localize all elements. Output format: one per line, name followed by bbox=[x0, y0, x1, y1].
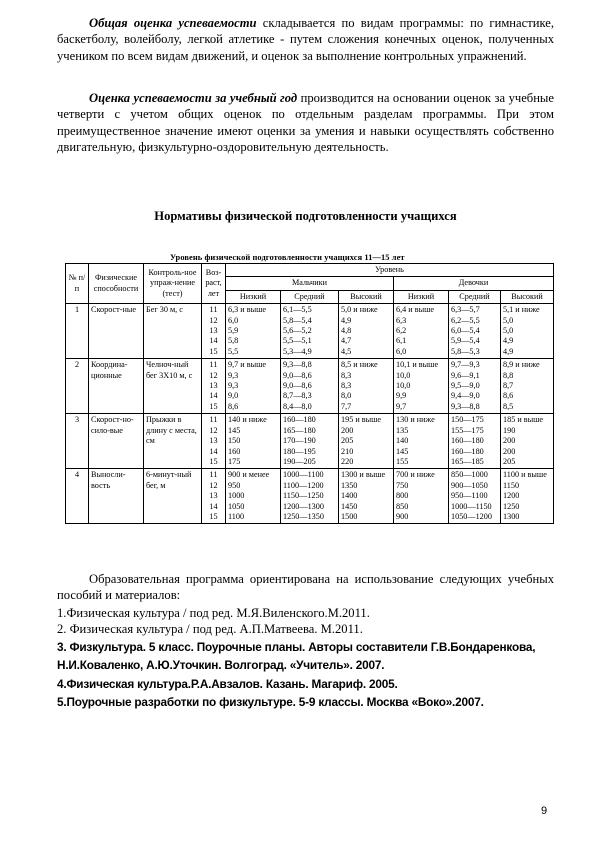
program-intro: Образовательная программа ориентирована на использование следующих учебных пособий и материалов: bbox=[57, 572, 554, 603]
cell-age bbox=[202, 469, 226, 524]
cell-value: 6,0—5,4 bbox=[451, 326, 480, 336]
cell-value: 1200—1300 bbox=[283, 501, 324, 511]
program-item-5: 5.Поурочные разработки по физкультуре. 5-9 классы. Москва «Воко».2007. bbox=[57, 695, 484, 710]
header-boys-high: Высокий bbox=[339, 290, 394, 303]
cell-value: 10,0 bbox=[396, 381, 411, 391]
cell-value: 5,8 bbox=[228, 336, 239, 346]
cell-value: 12 bbox=[209, 370, 218, 380]
cell-value: 5,8—5,4 bbox=[283, 315, 312, 325]
header-boys-medium: Средний bbox=[281, 290, 339, 303]
cell-value: 9,3 bbox=[228, 381, 239, 391]
cell-boys-high bbox=[339, 304, 394, 359]
header-ability: Физические способности bbox=[89, 264, 144, 304]
cell-value: 190 bbox=[503, 425, 516, 435]
cell-value: 10,1 и выше bbox=[396, 360, 439, 370]
cell-value: 8,3 bbox=[341, 370, 352, 380]
program-item-4: 4.Физическая культура.Р.А.Авзалов. Казань. Магариф. 2005. bbox=[57, 676, 398, 691]
cell-boys-high bbox=[339, 359, 394, 414]
cell-value: 9,6—9,1 bbox=[451, 370, 480, 380]
header-boys-low: Низкий bbox=[226, 290, 281, 303]
cell-value: 6,2—5,5 bbox=[451, 315, 480, 325]
cell-value: 1150—1250 bbox=[283, 491, 324, 501]
row-ability: Координа-ционные bbox=[89, 359, 144, 414]
cell-value: 6,3—5,7 bbox=[451, 305, 480, 315]
cell-value: 165—185 bbox=[451, 456, 484, 466]
cell-value: 1050—1200 bbox=[451, 511, 492, 521]
cell-value: 13 bbox=[209, 491, 218, 501]
cell-girls-medium bbox=[449, 359, 501, 414]
cell-value: 14 bbox=[209, 501, 218, 511]
row-number: 3 bbox=[66, 414, 89, 469]
cell-girls-medium bbox=[449, 414, 501, 469]
program-item-3: 3. Физкультура. 5 класс. Поурочные планы. Авторы составители Г.В.Бондаренкова, bbox=[57, 640, 536, 655]
cell-value: 190—205 bbox=[283, 456, 316, 466]
cell-value: 200 bbox=[503, 436, 516, 446]
header-girls-low: Низкий bbox=[394, 290, 449, 303]
cell-value: 6,2 bbox=[396, 326, 407, 336]
cell-value: 12 bbox=[209, 480, 218, 490]
cell-value: 1100 и выше bbox=[503, 470, 547, 480]
cell-value: 9,3—8,8 bbox=[283, 360, 312, 370]
cell-value: 1400 bbox=[341, 491, 358, 501]
cell-value: 13 bbox=[209, 326, 218, 336]
cell-value: 6,0 bbox=[228, 315, 239, 325]
header-girls-high: Высокий bbox=[501, 290, 554, 303]
cell-value: 220 bbox=[341, 456, 354, 466]
cell-value: 1350 bbox=[341, 480, 358, 490]
cell-value: 7,7 bbox=[341, 401, 352, 411]
cell-value: 130 и ниже bbox=[396, 415, 435, 425]
cell-boys-low bbox=[226, 304, 281, 359]
program-item-3-continued: Н.И.Коваленко, А.Ю.Уточкин. Волгоград. «Учитель». 2007. bbox=[57, 658, 385, 673]
cell-value: 9,7 bbox=[396, 401, 407, 411]
cell-girls-high bbox=[501, 359, 554, 414]
cell-value: 5,5—5,1 bbox=[283, 336, 312, 346]
cell-boys-medium bbox=[281, 359, 339, 414]
cell-value: 200 bbox=[503, 446, 516, 456]
cell-value: 5,1 и ниже bbox=[503, 305, 540, 315]
table-caption: Уровень физической подготовленности учащихся 11—15 лет bbox=[170, 253, 405, 262]
cell-value: 12 bbox=[209, 425, 218, 435]
cell-value: 1200 bbox=[503, 491, 520, 501]
cell-boys-low bbox=[226, 469, 281, 524]
cell-value: 5,0 bbox=[503, 326, 514, 336]
header-girls-medium: Средний bbox=[449, 290, 501, 303]
cell-value: 6,1—5,5 bbox=[283, 305, 312, 315]
cell-value: 160—180 bbox=[283, 415, 316, 425]
norms-table bbox=[65, 263, 554, 524]
cell-boys-high bbox=[339, 469, 394, 524]
cell-girls-low bbox=[394, 469, 449, 524]
cell-value: 700 и ниже bbox=[396, 470, 435, 480]
cell-value: 1000—1100 bbox=[283, 470, 324, 480]
cell-value: 1300 bbox=[503, 511, 520, 521]
cell-value: 5,0 и ниже bbox=[341, 305, 378, 315]
table-row bbox=[66, 304, 554, 359]
header-boys: Мальчики bbox=[226, 277, 394, 290]
cell-value: 950 bbox=[228, 480, 241, 490]
row-ability: Выносли-вость bbox=[89, 469, 144, 524]
cell-value: 200 bbox=[341, 425, 354, 435]
cell-value: 5,9—5,4 bbox=[451, 336, 480, 346]
cell-boys-medium bbox=[281, 304, 339, 359]
cell-value: 205 bbox=[341, 436, 354, 446]
cell-value: 1000—1150 bbox=[451, 501, 492, 511]
cell-value: 155—175 bbox=[451, 425, 484, 435]
cell-girls-high bbox=[501, 469, 554, 524]
term-general-assessment: Общая оценка успеваемости bbox=[89, 16, 257, 30]
cell-boys-high bbox=[339, 414, 394, 469]
cell-value: 175 bbox=[228, 456, 241, 466]
cell-value: 1000 bbox=[228, 491, 245, 501]
table-row bbox=[66, 414, 554, 469]
norms-table-body bbox=[66, 304, 554, 524]
cell-value: 9,5—9,0 bbox=[451, 381, 480, 391]
cell-value: 1250—1350 bbox=[283, 511, 324, 521]
cell-value: 8,6 bbox=[503, 391, 514, 401]
table-row bbox=[66, 469, 554, 524]
cell-boys-medium bbox=[281, 414, 339, 469]
row-number: 1 bbox=[66, 304, 89, 359]
cell-girls-low bbox=[394, 304, 449, 359]
cell-girls-high bbox=[501, 304, 554, 359]
cell-value: 135 bbox=[396, 425, 409, 435]
header-level: Уровень bbox=[226, 264, 554, 277]
term-year-assessment: Оценка успеваемости за учебный год bbox=[89, 91, 298, 105]
cell-value: 9,0 bbox=[228, 391, 239, 401]
cell-value: 160—180 bbox=[451, 446, 484, 456]
cell-age bbox=[202, 414, 226, 469]
cell-value: 8,7 bbox=[503, 381, 514, 391]
cell-value: 5,8—5,3 bbox=[451, 346, 480, 356]
cell-value: 8,7—8,3 bbox=[283, 391, 312, 401]
cell-value: 150—175 bbox=[451, 415, 484, 425]
cell-value: 1050 bbox=[228, 501, 245, 511]
cell-value: 205 bbox=[503, 456, 516, 466]
cell-value: 9,7—9,3 bbox=[451, 360, 480, 370]
cell-value: 4,9 bbox=[341, 315, 352, 325]
cell-value: 5,3—4,9 bbox=[283, 346, 312, 356]
cell-value: 8,9 и ниже bbox=[503, 360, 540, 370]
cell-value: 1450 bbox=[341, 501, 358, 511]
cell-value: 5,5 bbox=[228, 346, 239, 356]
cell-value: 8,5 bbox=[503, 401, 514, 411]
cell-value: 15 bbox=[209, 511, 218, 521]
table-row bbox=[66, 359, 554, 414]
cell-value: 850 bbox=[396, 501, 409, 511]
row-number: 4 bbox=[66, 469, 89, 524]
cell-value: 9,7 и выше bbox=[228, 360, 267, 370]
cell-value: 195 и выше bbox=[341, 415, 382, 425]
cell-boys-low bbox=[226, 359, 281, 414]
program-section bbox=[57, 571, 567, 710]
cell-value: 14 bbox=[209, 336, 218, 346]
cell-girls-medium bbox=[449, 304, 501, 359]
cell-value: 9,4—9,0 bbox=[451, 391, 480, 401]
cell-value: 140 и ниже bbox=[228, 415, 267, 425]
cell-boys-low bbox=[226, 414, 281, 469]
header-age: Воз-раст, лет bbox=[202, 264, 226, 304]
cell-value: 12 bbox=[209, 315, 218, 325]
cell-value: 1100 bbox=[228, 511, 245, 521]
cell-value: 5,9 bbox=[228, 326, 239, 336]
page-number: 9 bbox=[541, 805, 548, 817]
cell-age bbox=[202, 359, 226, 414]
cell-value: 10,0 bbox=[396, 370, 411, 380]
cell-age bbox=[202, 304, 226, 359]
cell-girls-high bbox=[501, 414, 554, 469]
cell-value: 155 bbox=[396, 456, 409, 466]
section-title: Нормативы физической подготовленности учащихся bbox=[154, 209, 457, 223]
row-exercise: 6-минут-ный бег, м bbox=[144, 469, 202, 524]
cell-value: 4,8 bbox=[341, 326, 352, 336]
cell-girls-medium bbox=[449, 469, 501, 524]
cell-value: 11 bbox=[209, 305, 218, 315]
cell-value: 15 bbox=[209, 401, 218, 411]
cell-value: 14 bbox=[209, 391, 218, 401]
cell-value: 145 bbox=[396, 446, 409, 456]
cell-value: 900—1050 bbox=[451, 480, 488, 490]
cell-value: 9,9 bbox=[396, 391, 407, 401]
cell-value: 9,0—8,6 bbox=[283, 370, 312, 380]
row-exercise: Прыжки в длину с места, см bbox=[144, 414, 202, 469]
cell-value: 8,4—8,0 bbox=[283, 401, 312, 411]
cell-value: 6,0 bbox=[396, 346, 407, 356]
cell-value: 15 bbox=[209, 346, 218, 356]
cell-value: 9,3—8,8 bbox=[451, 401, 480, 411]
cell-value: 8,6 bbox=[228, 401, 239, 411]
cell-value: 4,7 bbox=[341, 336, 352, 346]
row-number: 2 bbox=[66, 359, 89, 414]
program-item-2: 2. Физическая культура / под ред. А.П.Матвеева. М.2011. bbox=[57, 621, 363, 636]
cell-value: 4,5 bbox=[341, 346, 352, 356]
cell-value: 6,3 и выше bbox=[228, 305, 267, 315]
cell-value: 15 bbox=[209, 456, 218, 466]
cell-girls-low bbox=[394, 414, 449, 469]
cell-value: 8,5 и ниже bbox=[341, 360, 378, 370]
cell-value: 900 bbox=[396, 511, 409, 521]
cell-value: 8,3 bbox=[341, 381, 352, 391]
cell-value: 8,8 bbox=[503, 370, 514, 380]
cell-value: 1100—1200 bbox=[283, 480, 324, 490]
cell-value: 5,0 bbox=[503, 315, 514, 325]
cell-value: 1150 bbox=[503, 480, 520, 490]
row-ability: Скорост-ные bbox=[89, 304, 144, 359]
cell-value: 11 bbox=[209, 415, 218, 425]
intro-paragraph-2-text: производится на основании оценок за учебные четверти с учетом общих оценок по отдельным разделам программы. При этом преимущественное значение имеют оценки за умения и навыки осуществлять собственно двигательную, физкультурно-оздоровительную деятельность. bbox=[57, 91, 554, 154]
cell-value: 150 bbox=[228, 436, 241, 446]
cell-value: 185 и выше bbox=[503, 415, 544, 425]
cell-value: 13 bbox=[209, 436, 218, 446]
cell-value: 950—1100 bbox=[451, 491, 488, 501]
row-exercise: Бег 30 м, с bbox=[144, 304, 202, 359]
cell-value: 6,1 bbox=[396, 336, 407, 346]
cell-value: 180—195 bbox=[283, 446, 316, 456]
header-exercise: Контроль-ное упраж-нение (тест) bbox=[144, 264, 202, 304]
cell-value: 800 bbox=[396, 491, 409, 501]
cell-value: 11 bbox=[209, 360, 218, 370]
row-exercise: Челноч-ный бег 3Х10 м, с bbox=[144, 359, 202, 414]
program-item-1: 1.Физическая культура / под ред. М.Я.Виленского.М.2011. bbox=[57, 605, 370, 620]
cell-value: 1500 bbox=[341, 511, 358, 521]
cell-value: 900 и менее bbox=[228, 470, 270, 480]
cell-boys-medium bbox=[281, 469, 339, 524]
cell-value: 165—180 bbox=[283, 425, 316, 435]
cell-value: 140 bbox=[396, 436, 409, 446]
cell-value: 4,9 bbox=[503, 336, 514, 346]
cell-value: 210 bbox=[341, 446, 354, 456]
cell-value: 9,3 bbox=[228, 370, 239, 380]
intro-paragraph-1 bbox=[57, 15, 554, 64]
cell-value: 11 bbox=[209, 470, 218, 480]
cell-value: 4,9 bbox=[503, 346, 514, 356]
cell-value: 6,3 bbox=[396, 315, 407, 325]
cell-value: 13 bbox=[209, 381, 218, 391]
cell-value: 1250 bbox=[503, 501, 520, 511]
cell-value: 8,0 bbox=[341, 391, 352, 401]
row-ability: Скорост-но-сило-вые bbox=[89, 414, 144, 469]
intro-paragraph-1-text: складывается по видам программы: по гимнастике, баскетболу, волейболу, легкой атлетике - путем сложения конечных оценок, полученных учеником по всем видам движений, и оценок за выполнение контрольных упражнений. bbox=[57, 16, 555, 63]
header-girls: Девочки bbox=[394, 277, 554, 290]
cell-value: 6,4 и выше bbox=[396, 305, 435, 315]
cell-value: 170—190 bbox=[283, 436, 316, 446]
cell-value: 850—1000 bbox=[451, 470, 488, 480]
cell-value: 750 bbox=[396, 480, 409, 490]
cell-value: 14 bbox=[209, 446, 218, 456]
cell-value: 160—180 bbox=[451, 436, 484, 446]
cell-value: 160 bbox=[228, 446, 241, 456]
cell-value: 145 bbox=[228, 425, 241, 435]
intro-paragraph-2 bbox=[57, 90, 554, 155]
cell-value: 1300 и выше bbox=[341, 470, 386, 480]
header-num: № п/п bbox=[66, 264, 89, 304]
cell-girls-low bbox=[394, 359, 449, 414]
cell-value: 5,6—5,2 bbox=[283, 326, 312, 336]
cell-value: 9,0—8,6 bbox=[283, 381, 312, 391]
